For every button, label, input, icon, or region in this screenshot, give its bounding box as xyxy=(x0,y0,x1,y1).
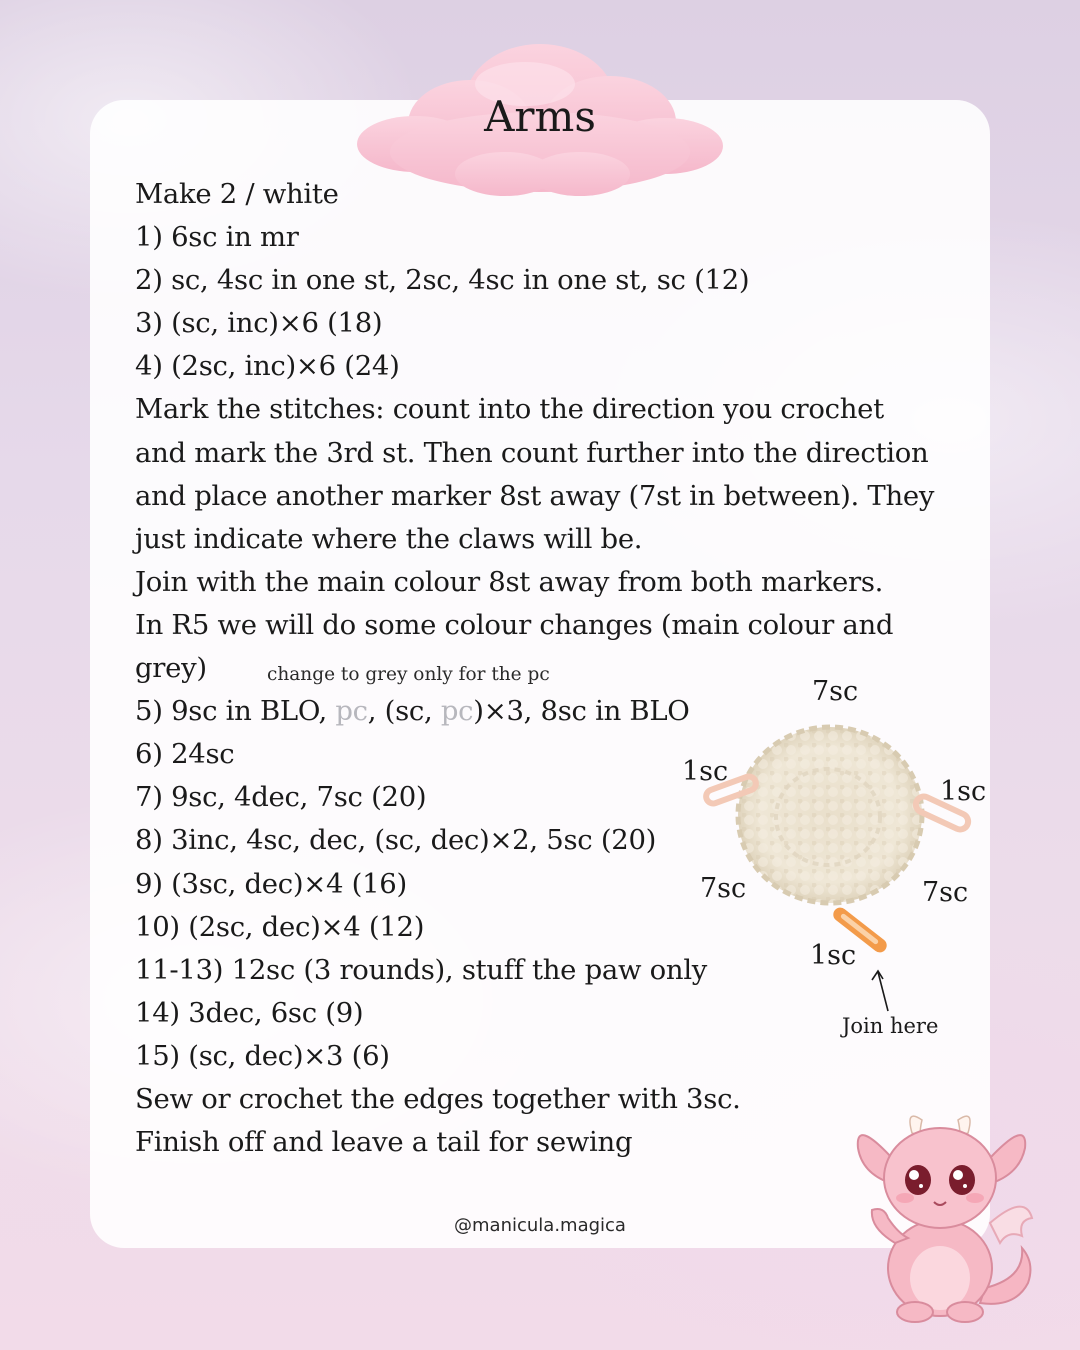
pink-dragon-illustration xyxy=(850,1098,1040,1328)
instruction-line: just indicate where the claws will be. xyxy=(135,522,643,555)
instruction-line: 7) 9sc, 4dec, 7sc (20) xyxy=(135,781,427,814)
author-handle: @manicula.magica xyxy=(454,1215,626,1236)
instruction-line: 2) sc, 4sc in one st, 2sc, 4sc in one st, sc (12) xyxy=(135,264,750,297)
label-right-7sc: 7sc xyxy=(922,877,969,908)
round-5-part: )×3, 8sc in BLO xyxy=(473,695,690,728)
label-left-7sc: 7sc xyxy=(700,873,747,904)
instruction-line: 1) 6sc in mr xyxy=(135,221,299,254)
instruction-line: Mark the stitches: count into the direction you crochet xyxy=(135,393,884,426)
instruction-line: 8) 3inc, 4sc, dec, (sc, dec)×2, 5sc (20) xyxy=(135,824,657,857)
round-5-part: , (sc, xyxy=(367,695,441,728)
instruction-line: Finish off and leave a tail for sewing xyxy=(135,1126,633,1159)
label-top-7sc: 7sc xyxy=(812,676,859,707)
label-left-1sc: 1sc xyxy=(682,756,729,787)
instruction-line: and place another marker 8st away (7st in between). They xyxy=(135,479,935,512)
instruction-line: 14) 3dec, 6sc (9) xyxy=(135,996,364,1029)
up-arrow-icon xyxy=(868,966,898,1016)
round-5-part: 5) 9sc in BLO, xyxy=(135,695,336,728)
label-right-1sc: 1sc xyxy=(940,776,987,807)
instruction-line: 15) (sc, dec)×3 (6) xyxy=(135,1039,390,1072)
instruction-line: 9) (3sc, dec)×4 (16) xyxy=(135,867,407,900)
instruction-line: 11-13) 12sc (3 rounds), stuff the paw only xyxy=(135,953,708,986)
popcorn-stitch-grey: pc xyxy=(440,695,474,728)
instruction-line: Join with the main colour 8st away from both markers. xyxy=(135,565,884,598)
popcorn-stitch-grey: pc xyxy=(335,695,368,728)
instruction-line: Sew or crochet the edges together with 3sc. xyxy=(135,1082,741,1115)
instruction-line: 6) 24sc xyxy=(135,738,235,771)
instruction-line: grey) xyxy=(135,652,207,685)
join-here-label: Join here xyxy=(842,1014,939,1038)
label-bottom-1sc: 1sc xyxy=(810,940,857,971)
instruction-line: In R5 we will do some colour changes (main colour and xyxy=(135,608,894,641)
instruction-line: 3) (sc, inc)×6 (18) xyxy=(135,307,383,340)
colour-change-note: change to grey only for the pc xyxy=(267,664,550,685)
instruction-line: and mark the 3rd st. Then count further into the direction xyxy=(135,436,929,469)
crochet-piece-photo xyxy=(700,715,980,975)
instruction-line: 10) (2sc, dec)×4 (12) xyxy=(135,910,425,943)
instruction-line: 4) (2sc, inc)×6 (24) xyxy=(135,350,400,383)
instruction-line: Make 2 / white xyxy=(135,178,339,210)
page-title: Arms xyxy=(484,92,596,141)
